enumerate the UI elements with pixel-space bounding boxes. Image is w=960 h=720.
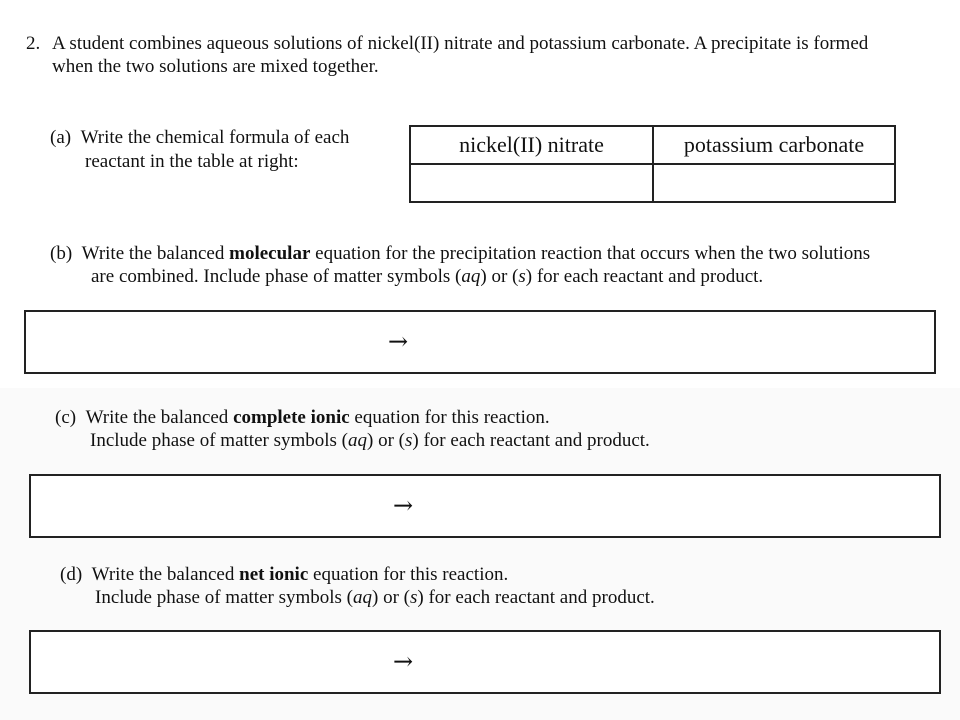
question-stem-line-2: when the two solutions are mixed together. — [52, 56, 379, 77]
part-a-line-1 — [50, 126, 349, 149]
part-b-line-1 — [50, 242, 870, 265]
part-c-label: (c) — [55, 407, 77, 428]
part-c-post: equation for this reaction. — [349, 407, 550, 428]
answer-cell-potassium-carbonate[interactable] — [653, 164, 895, 202]
answer-box-b[interactable] — [24, 310, 936, 374]
part-c-s: s — [405, 430, 413, 451]
part-d-s: s — [410, 587, 418, 608]
answer-box-d[interactable] — [29, 630, 941, 694]
part-d-mid: ) or ( — [372, 587, 410, 608]
part-d-line-1 — [60, 563, 508, 586]
part-d-bold: net ionic — [239, 564, 309, 585]
part-c-mid: ) or ( — [367, 430, 405, 451]
part-c-line2-pre: Include phase of matter symbols ( — [90, 430, 349, 451]
header-nickel-nitrate: nickel(II) nitrate — [410, 126, 653, 164]
part-a-label: (a) — [50, 127, 72, 148]
part-c-aq: aq — [348, 430, 368, 451]
part-a-text-1: Write the chemical formula of each — [80, 127, 350, 148]
part-d-line2-pre: Include phase of matter symbols ( — [95, 587, 354, 608]
formula-table-answer-row — [410, 164, 895, 202]
part-b-line2-post: ) for each reactant and product. — [525, 266, 764, 287]
answer-box-c[interactable] — [29, 474, 941, 538]
part-b-pre: Write the balanced — [81, 243, 230, 264]
part-b-s: s — [518, 266, 526, 287]
reaction-arrow-b: → — [388, 327, 409, 356]
part-b-post: equation for the precipitation reaction that occurs when the two solutions — [310, 243, 871, 264]
reaction-arrow-d: → — [393, 647, 414, 676]
formula-table-header-row — [410, 126, 895, 164]
part-c-bold: complete ionic — [233, 407, 350, 428]
header-potassium-carbonate: potassium carbonate — [653, 126, 895, 164]
part-b-bold: molecular — [229, 243, 311, 264]
formula-table — [409, 125, 896, 203]
part-b-mid: ) or ( — [480, 266, 519, 287]
part-c-line-2 — [90, 429, 650, 452]
part-d-post: equation for this reaction. — [308, 564, 509, 585]
part-d-aq: aq — [353, 587, 373, 608]
part-a-line-2: reactant in the table at right: — [85, 151, 299, 172]
part-d-pre: Write the balanced — [91, 564, 240, 585]
question-number: 2. — [26, 33, 41, 54]
part-b-line2-pre: are combined. Include phase of matter symbols ( — [91, 266, 462, 287]
part-d-line2-post: ) for each reactant and product. — [417, 587, 655, 608]
question-stem-line-1: A student combines aqueous solutions of nickel(II) nitrate and potassium carbonate. A precipitate is formed — [52, 33, 869, 54]
part-c-pre: Write the balanced — [85, 407, 234, 428]
part-c-line-1 — [55, 406, 550, 429]
part-b-label: (b) — [50, 243, 73, 264]
answer-cell-nickel-nitrate[interactable] — [410, 164, 653, 202]
part-d-label: (d) — [60, 564, 83, 585]
reaction-arrow-c: → — [393, 491, 414, 520]
part-b-line-2 — [91, 265, 763, 288]
part-d-line-2 — [95, 586, 655, 609]
part-b-aq: aq — [461, 266, 481, 287]
part-c-line2-post: ) for each reactant and product. — [412, 430, 650, 451]
